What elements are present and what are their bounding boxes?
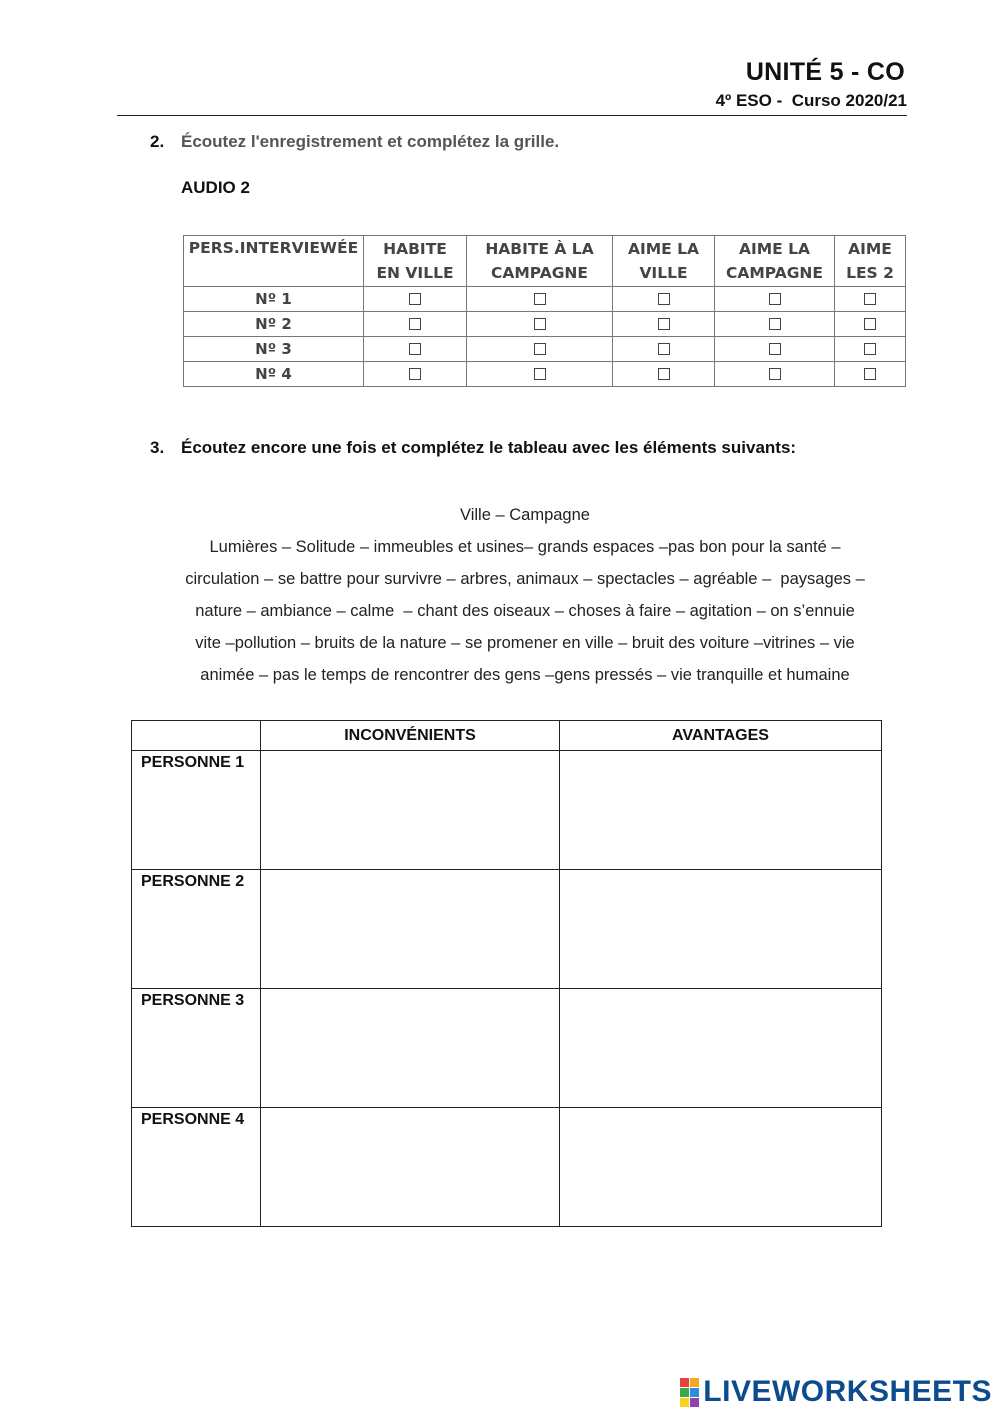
answer-row [132, 751, 882, 870]
liveworksheets-logo-icon [680, 1378, 699, 1407]
checkbox[interactable] [534, 343, 546, 355]
grid-row-label: Nº 2 [184, 312, 364, 337]
audio-label: AUDIO 2 [181, 178, 250, 197]
page-title: UNITÉ 5 - CO [745, 58, 905, 86]
grid-row [184, 312, 906, 337]
question-3-number: 3. [150, 438, 165, 457]
answer-row [132, 1108, 882, 1227]
word-bank-line: circulation – se battre pour survivre – arbres, animaux – spectacles – agréable – paysages – [185, 570, 865, 588]
disadvantages-cell[interactable] [261, 989, 560, 1108]
checkbox[interactable] [409, 343, 421, 355]
person-label: PERSONNE 1 [132, 751, 261, 870]
checkbox[interactable] [658, 343, 670, 355]
grid-row [184, 287, 906, 312]
checkbox[interactable] [534, 293, 546, 305]
question-3 [0, 438, 1000, 460]
advantages-cell[interactable] [560, 870, 882, 989]
liveworksheets-logo[interactable] [680, 1377, 992, 1407]
checkbox[interactable] [864, 318, 876, 330]
liveworksheets-logo-text: LIVEWORKSHEETS [703, 1375, 992, 1408]
checkbox[interactable] [658, 368, 670, 380]
grid-header-likes-city: AIME LA VILLE [613, 236, 715, 287]
grid-header-lives-city: HABITE EN VILLE [364, 236, 467, 287]
disadvantages-cell[interactable] [261, 1108, 560, 1227]
answer-table [131, 720, 882, 1227]
question-3-text: Écoutez encore une fois et complétez le tableau avec les éléments suivants: [181, 438, 797, 457]
word-bank-line: animée – pas le temps de rencontrer des gens –gens pressés – vie tranquille et humaine [200, 666, 850, 684]
answer-row [132, 989, 882, 1108]
checkbox[interactable] [409, 293, 421, 305]
question-2-text: Écoutez l'enregistrement et complétez la grille. [181, 132, 560, 151]
word-bank-line: Lumières – Solitude – immeubles et usines– grands espaces –pas bon pour la santé – [209, 538, 841, 556]
checkbox[interactable] [769, 318, 781, 330]
checkbox[interactable] [409, 368, 421, 380]
grid-row [184, 337, 906, 362]
checkbox[interactable] [534, 368, 546, 380]
grid-row-label: Nº 3 [184, 337, 364, 362]
answer-row [132, 870, 882, 989]
disadvantages-cell[interactable] [261, 751, 560, 870]
word-bank [130, 499, 920, 691]
answer-header-empty [132, 721, 261, 751]
checkbox[interactable] [769, 293, 781, 305]
word-bank-heading: Ville – Campagne [460, 506, 590, 524]
word-bank-line: nature – ambiance – calme – chant des oiseaux – choses à faire – agitation – on s’ennuie [195, 602, 855, 620]
grid-row-label: Nº 4 [184, 362, 364, 387]
grid-row [184, 362, 906, 387]
grid-header-likes-countryside: AIME LA CAMPAGNE [715, 236, 835, 287]
checkbox[interactable] [864, 368, 876, 380]
answer-header-advantages: AVANTAGES [560, 721, 882, 751]
advantages-cell[interactable] [560, 1108, 882, 1227]
grid-header-lives-countryside: HABITE À LA CAMPAGNE [467, 236, 613, 287]
course-subtitle: 4º ESO - Curso 2020/21 [715, 91, 907, 110]
grid-header-row [184, 236, 906, 287]
checkbox[interactable] [534, 318, 546, 330]
checkbox[interactable] [658, 293, 670, 305]
grid-header-person: PERS.INTERVIEWÉE [184, 236, 364, 287]
person-label: PERSONNE 3 [132, 989, 261, 1108]
person-label: PERSONNE 2 [132, 870, 261, 989]
advantages-cell[interactable] [560, 751, 882, 870]
grid-header-likes-both: AIME LES 2 [835, 236, 906, 287]
checkbox[interactable] [769, 343, 781, 355]
grid-row-label: Nº 1 [184, 287, 364, 312]
interview-grid [183, 235, 906, 387]
word-bank-line: vite –pollution – bruits de la nature – se promener en ville – bruit des voiture –vitrines – vie [195, 634, 855, 652]
question-2 [0, 132, 1000, 154]
checkbox[interactable] [769, 368, 781, 380]
checkbox[interactable] [864, 343, 876, 355]
answer-header-row [132, 721, 882, 751]
checkbox[interactable] [658, 318, 670, 330]
disadvantages-cell[interactable] [261, 870, 560, 989]
advantages-cell[interactable] [560, 989, 882, 1108]
person-label: PERSONNE 4 [132, 1108, 261, 1227]
answer-header-disadvantages: INCONVÉNIENTS [261, 721, 560, 751]
header-divider [117, 115, 907, 116]
question-2-number: 2. [150, 132, 165, 151]
checkbox[interactable] [409, 318, 421, 330]
checkbox[interactable] [864, 293, 876, 305]
